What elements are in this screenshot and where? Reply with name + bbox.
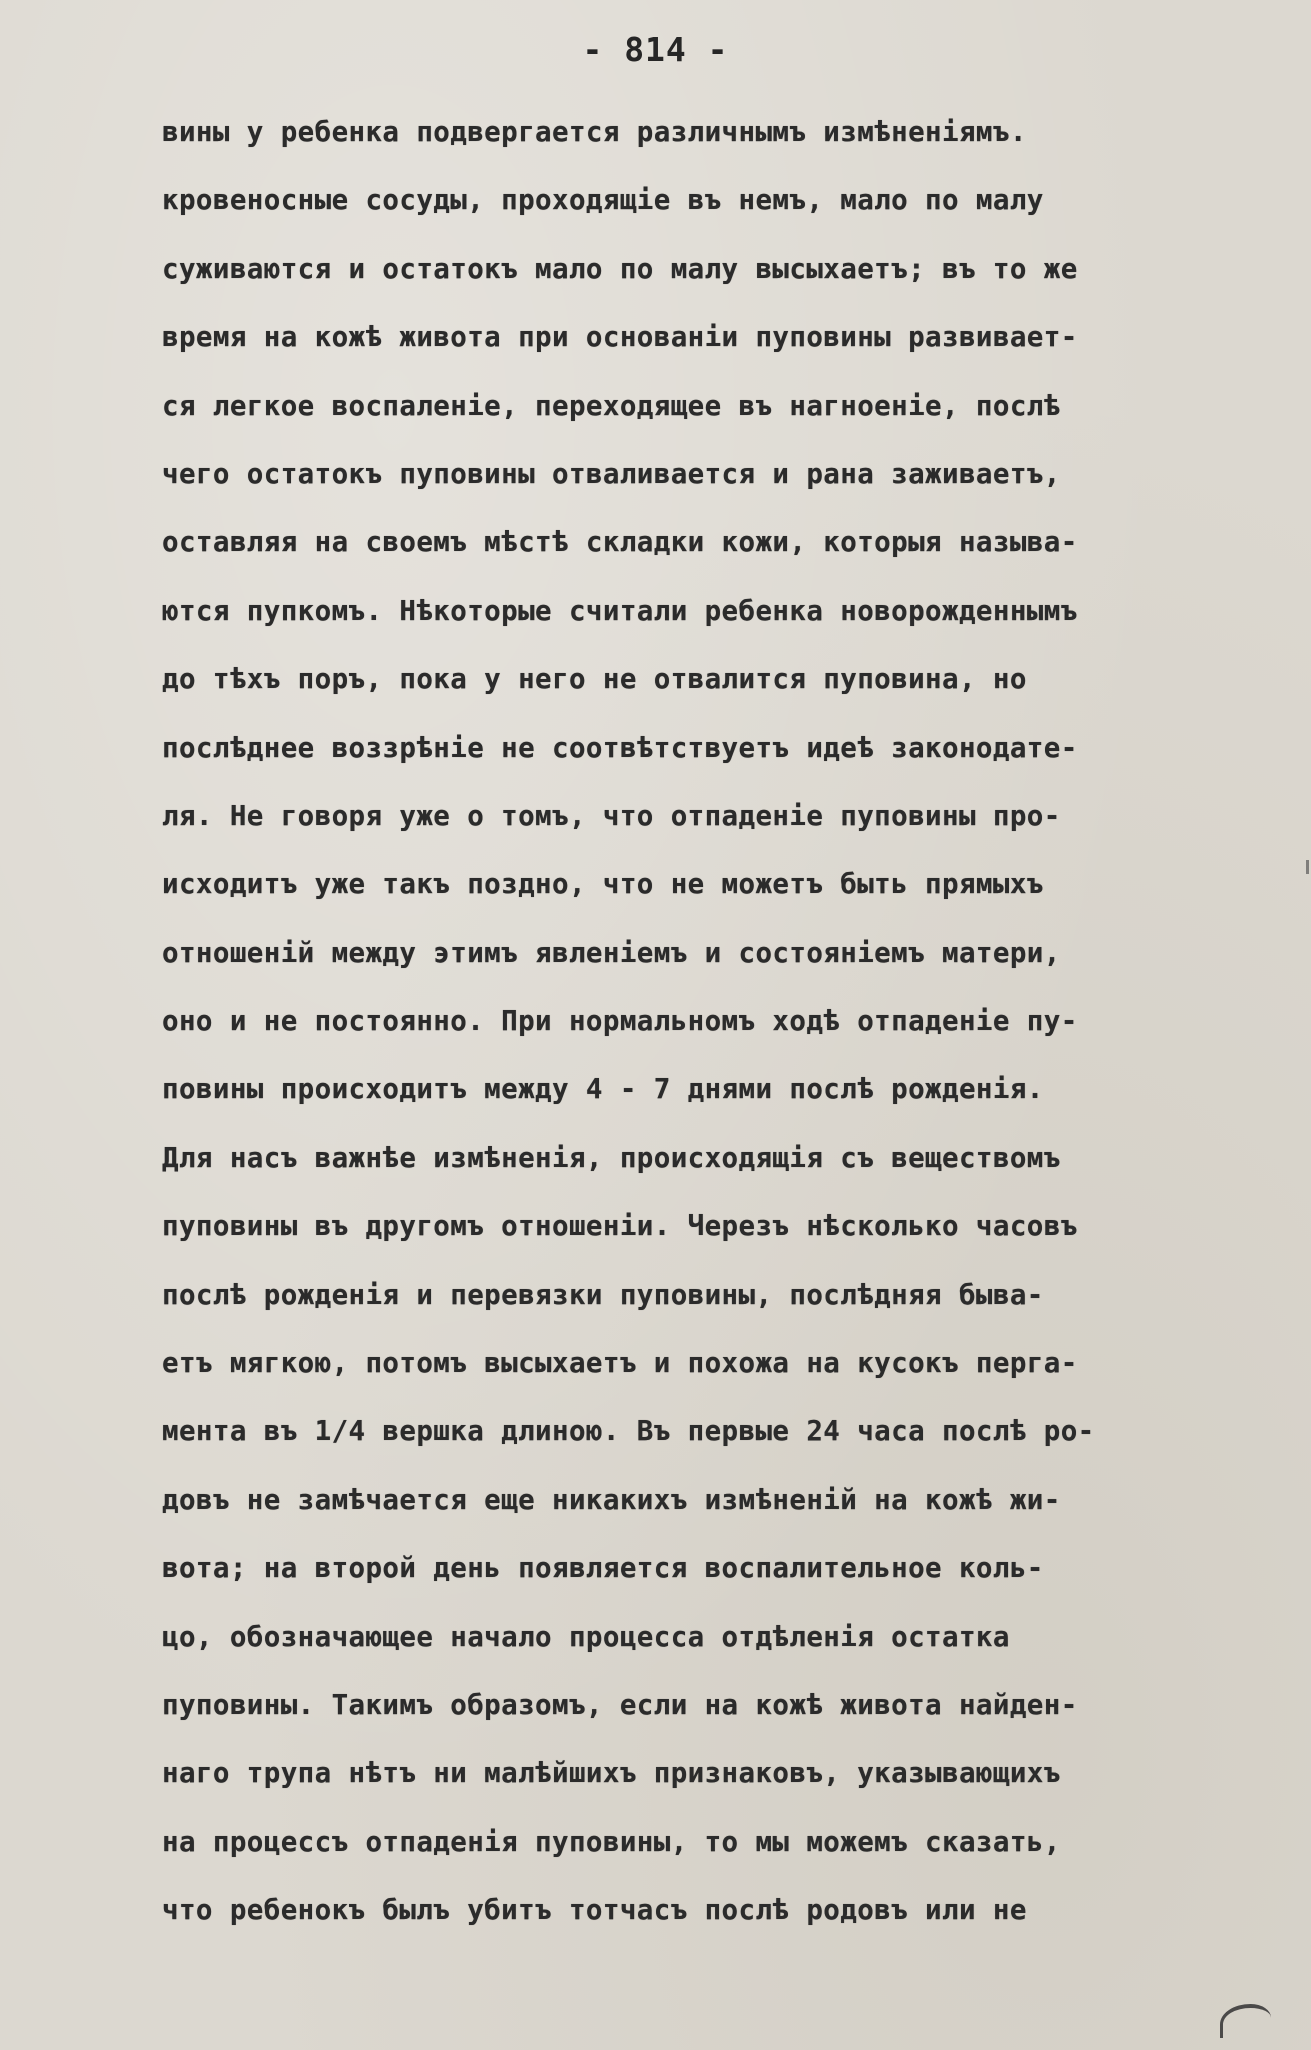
margin-mark	[1306, 860, 1309, 874]
text-line: оставляя на своемъ мѣстѣ складки кожи, которыя называ-	[162, 526, 1078, 559]
text-line: Для насъ важнѣе измѣненiя, происходящiя съ веществомъ	[162, 1141, 1061, 1174]
text-line: вота; на второй день появляется воспалительное коль-	[162, 1552, 1044, 1585]
text-line: пуповины. Такимъ образомъ, если на кожѣ живота найден-	[162, 1688, 1078, 1721]
text-line: отношенiй между этимъ явленiемъ и состоянiемъ матери,	[162, 936, 1061, 969]
text-line: время на кожѣ живота при основанiи пуповины развивает-	[162, 321, 1078, 354]
text-line: послѣднее воззрѣнiе не соотвѣтствуетъ идеѣ законодате-	[162, 731, 1078, 764]
text-line: ся легкое воспаленiе, переходящее въ нагноенiе, послѣ	[162, 389, 1061, 422]
corner-ink-mark	[1220, 2004, 1271, 2038]
text-line: наго трупа нѣтъ ни малѣйшихъ признаковъ, указывающихъ	[162, 1757, 1061, 1790]
text-line: суживаются и остатокъ мало по малу высыхаетъ; въ то же	[162, 252, 1078, 285]
text-line: чего остатокъ пуповины отваливается и рана заживаетъ,	[162, 457, 1061, 490]
text-line: на процессъ отпаденiя пуповины, то мы можемъ сказать,	[162, 1825, 1061, 1858]
page-number: - 814 -	[582, 30, 729, 69]
text-line: оно и не постоянно. При нормальномъ ходѣ отпаденiе пу-	[162, 1005, 1078, 1038]
text-line: что ребенокъ былъ убитъ тотчасъ послѣ родовъ или не	[162, 1894, 1027, 1927]
text-line: до тѣхъ поръ, пока у него не отвалится пуповина, но	[162, 663, 1027, 696]
text-line: етъ мягкою, потомъ высыхаетъ и похожа на кусокъ перга-	[162, 1347, 1078, 1380]
text-body	[162, 98, 1297, 1945]
text-line: ля. Не говоря уже о томъ, что отпаденiе пуповины про-	[162, 799, 1061, 832]
text-line: послѣ рожденiя и перевязки пуповины, послѣдняя быва-	[162, 1278, 1044, 1311]
text-line: вины у ребенка подвергается различнымъ измѣненiямъ.	[162, 116, 1027, 148]
text-line: пуповины въ другомъ отношенiи. Черезъ нѣсколько часовъ	[162, 1210, 1078, 1243]
text-line: исходитъ уже такъ поздно, что не можетъ быть прямыхъ	[162, 868, 1044, 901]
text-line: кровеносные сосуды, проходящiе въ немъ, мало по малу	[162, 184, 1044, 217]
text-line: повины происходитъ между 4 - 7 днями послѣ рожденiя.	[162, 1073, 1044, 1106]
text-line: цо, обозначающее начало процесса отдѣленiя остатка	[162, 1620, 1010, 1653]
text-line: довъ не замѣчается еще никакихъ измѣненiй на кожѣ жи-	[162, 1483, 1061, 1516]
text-line: мента въ 1/4 вершка длиною. Въ первые 24 часа послѣ ро-	[162, 1415, 1095, 1448]
text-line: ются пупкомъ. Нѣкоторые считали ребенка новорожденнымъ	[162, 594, 1078, 627]
